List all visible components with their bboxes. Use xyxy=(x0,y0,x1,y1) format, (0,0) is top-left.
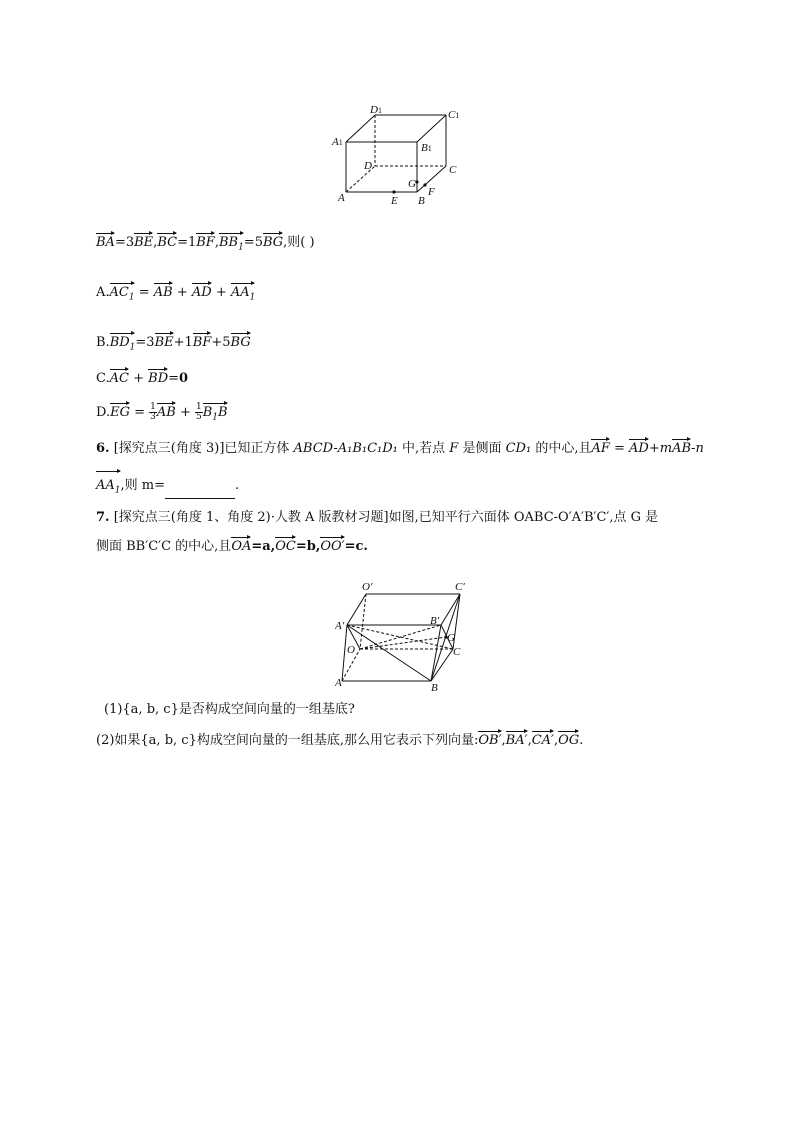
vec-text: AC xyxy=(109,285,129,300)
vector-EG: EG xyxy=(110,400,130,421)
q6-line1 xyxy=(96,436,704,457)
vector-AA1 xyxy=(96,468,121,499)
answer-blank[interactable] xyxy=(165,486,235,499)
eq-c: =c. xyxy=(344,539,368,554)
vector-BE: BE xyxy=(155,330,174,351)
q6-text: 中,若点 xyxy=(397,441,450,456)
sep: , xyxy=(214,235,219,250)
q6-text: 的中心,且 xyxy=(531,441,592,456)
q5-option-d[interactable] xyxy=(96,400,228,426)
label-A-prime: A′ xyxy=(335,620,345,632)
label-G: G xyxy=(408,178,416,190)
vec-sub: 1 xyxy=(212,412,219,423)
sep: , xyxy=(527,733,532,748)
parallelepiped-figure xyxy=(335,578,475,696)
eq-b: =b, xyxy=(295,539,321,554)
label-B: B xyxy=(431,682,438,694)
end: . xyxy=(579,733,584,748)
label-C1: C1 xyxy=(448,109,460,121)
q6-face: CD₁ xyxy=(505,441,532,456)
vector-AB: AB xyxy=(672,436,691,457)
label-B1: B1 xyxy=(421,142,432,154)
vector-AB: AB xyxy=(157,400,176,421)
q5-option-b[interactable] xyxy=(96,330,251,356)
frac-num: 1 xyxy=(196,402,202,412)
sep: , xyxy=(554,733,559,748)
op: = xyxy=(134,285,154,300)
label-D: D xyxy=(364,160,372,172)
vector-BA: BA xyxy=(96,230,115,251)
frac-num: 1 xyxy=(150,402,156,412)
vector-AD: AD xyxy=(629,436,649,457)
vec-sub: 1 xyxy=(238,242,244,253)
vec-sub: 1 xyxy=(114,485,121,496)
vector-OA: OA xyxy=(231,534,251,555)
op: + xyxy=(172,285,192,300)
option-label: A. xyxy=(96,285,110,300)
vector-AD: AD xyxy=(192,280,212,301)
coef: =5 xyxy=(243,235,263,250)
label-C: C xyxy=(453,646,461,658)
coef: =3 xyxy=(114,235,135,250)
q7-part1 xyxy=(104,702,355,718)
q6-cube: ABCD-A₁B₁C₁D₁ xyxy=(293,441,398,456)
frac-den: 3 xyxy=(150,412,156,422)
label-C: C xyxy=(449,164,457,176)
label-O-prime: O′ xyxy=(362,581,373,593)
vector-AC1 xyxy=(110,280,135,306)
q6-text: 是侧面 xyxy=(458,441,506,456)
label-O: O xyxy=(347,644,355,656)
coef: =1 xyxy=(177,235,197,250)
coef-m: m xyxy=(659,441,673,456)
vec-sub: 1 xyxy=(129,342,136,353)
q7-text: [探究点三(角度 1、角度 2)·人教 A 版教材习题]如图,已知平行六面体 OABC-O′A′B′C′,点 G 是 xyxy=(109,510,659,525)
vec-text: AA xyxy=(230,285,250,300)
op: + xyxy=(648,441,660,456)
sep: , xyxy=(153,235,158,250)
q5-stem xyxy=(96,230,315,256)
coef: +5 xyxy=(211,335,231,350)
vec-text: B xyxy=(218,405,228,420)
vector-CA-prime: CA′ xyxy=(532,728,554,749)
vector-AB: AB xyxy=(154,280,173,301)
q5-option-c[interactable] xyxy=(96,366,188,387)
vector-BC: BC xyxy=(157,230,177,251)
vec-text: AA xyxy=(96,478,115,493)
op: = xyxy=(168,371,180,386)
vector-OG: OG xyxy=(558,728,579,749)
op: = xyxy=(129,405,150,420)
vector-OC: OC xyxy=(275,534,296,555)
vector-BA-prime: BA′ xyxy=(506,728,528,749)
op: = xyxy=(609,441,630,456)
vector-BF: BF xyxy=(196,230,215,251)
vector-AC: AC xyxy=(110,366,129,387)
op: + xyxy=(211,285,231,300)
vec-text: BD xyxy=(109,335,130,350)
vector-BD: BD xyxy=(148,366,168,387)
vector-BF: BF xyxy=(193,330,212,351)
op: + xyxy=(128,371,149,386)
label-B-prime: B′ xyxy=(430,615,440,627)
label-C-prime: C′ xyxy=(455,581,465,593)
label-A1: A1 xyxy=(332,136,343,148)
label-E: E xyxy=(391,195,398,207)
option-label: C. xyxy=(96,371,110,386)
label-A: A xyxy=(338,192,345,204)
fraction-one-fifth xyxy=(195,403,203,422)
label-B: B xyxy=(418,195,425,207)
vec-text: BB xyxy=(218,235,239,250)
label-F: F xyxy=(428,186,435,198)
vec-sub: 1 xyxy=(249,292,256,303)
vector-BB1 xyxy=(219,230,244,256)
sep: , xyxy=(501,733,506,748)
q6-point: F xyxy=(449,441,459,456)
q6-text: [探究点三(角度 3)]已知正方体 xyxy=(113,441,294,456)
eq-a: =a, xyxy=(251,539,276,554)
q7-line2 xyxy=(96,534,368,555)
op: + xyxy=(175,405,195,420)
question-number: 6. xyxy=(96,441,110,456)
q7-part2 xyxy=(96,728,583,749)
option-label: B. xyxy=(96,335,110,350)
label-A: A xyxy=(335,677,342,689)
question-number: 7. xyxy=(96,510,110,525)
vec-sub: 1 xyxy=(128,292,135,303)
q7-text: 侧面 BB′C′C 的中心,且 xyxy=(96,539,232,554)
vector-OB-prime: OB′ xyxy=(478,728,501,749)
frac-den: 5 xyxy=(196,412,202,422)
q7-line1 xyxy=(96,510,658,526)
coef: +1 xyxy=(173,335,193,350)
vector-OO-prime: OO′ xyxy=(320,534,344,555)
vector-AA1 xyxy=(231,280,256,306)
q7-part2-text: (2)如果{a, b, c}构成空间向量的一组基底,那么用它表示下列向量: xyxy=(96,733,479,748)
vector-BG: BG xyxy=(263,230,283,251)
coef-n: -n xyxy=(691,441,704,456)
q6-end: . xyxy=(235,478,240,493)
fraction-one-third xyxy=(149,403,157,422)
vector-BE: BE xyxy=(134,230,153,251)
vector-AF: AF xyxy=(591,436,609,457)
zero-vector: 0 xyxy=(179,371,189,386)
vector-B1B xyxy=(203,400,228,426)
vector-BD1 xyxy=(110,330,136,356)
cuboid-figure xyxy=(330,100,470,212)
q6-line2 xyxy=(96,468,239,499)
coef: =3 xyxy=(135,335,155,350)
label-D1: D1 xyxy=(370,104,382,116)
q6-text: ,则 m= xyxy=(120,478,166,493)
option-label: D. xyxy=(96,405,111,420)
label-G: G xyxy=(447,632,455,644)
vec-text: B xyxy=(202,405,213,420)
stem-tail: ,则( ) xyxy=(283,235,315,250)
q7-part1-text: (1){a, b, c}是否构成空间向量的一组基底? xyxy=(104,702,355,717)
vector-BG: BG xyxy=(231,330,251,351)
q5-option-a[interactable] xyxy=(96,280,255,306)
